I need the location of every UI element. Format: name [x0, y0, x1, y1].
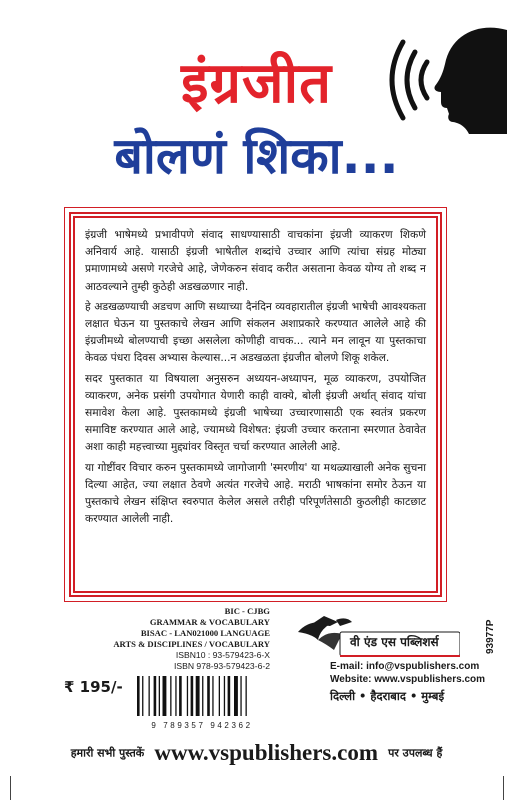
- description-paragraph: हे अडखळण्याची अडचण आणि सध्याच्या दैनंदिन व्यवहारातील इंग्रजी भाषेची आवश्यकता लक्षात घेऊन या पुस्तकाचे लेखन आणि संकलन अशाप्रकारे करण्यात आलेले आहे की इंग्रजीमध्ये बोलण्याची इच्छा असलेला कोणीही वाचक... त्याने मन लावून या पुस्तकाचा केवळ पंधरा दिवस अभ्यास केल्यास...न अडखळता इंग्रजीत बोलणे शिकू शकेल.: [85, 299, 426, 365]
- crop-mark: [10, 776, 11, 800]
- publisher-email: E-mail: info@vspublishers.com: [330, 661, 480, 672]
- barcode-number: 9 789357 942362: [151, 721, 253, 730]
- publisher-cities: दिल्ली • हैदराबाद • मुम्बई: [330, 689, 445, 703]
- publisher-website: Website: www.vspublishers.com: [330, 674, 486, 685]
- footer-suffix: पर उपलब्ध हैं: [388, 746, 443, 760]
- bisac-description: ARTS & DISCIPLINES / VOCABULARY: [113, 639, 270, 649]
- isbn13: ISBN 978-93-579423-6-2: [173, 661, 270, 671]
- product-code: 93977P: [485, 619, 496, 654]
- bic-code: BIC - CJBG: [224, 606, 270, 616]
- speaking-head-icon: [387, 22, 507, 142]
- barcode: [135, 676, 269, 730]
- description-box: [64, 207, 447, 602]
- cover-title-line2: बोलणं शिका...: [114, 127, 399, 185]
- subject-codes: [110, 606, 270, 672]
- publisher-name: वी एंड एस पब्लिशर्स: [350, 635, 439, 649]
- description-text: [69, 212, 442, 597]
- description-paragraph: सदर पुस्तकात या विषयाला अनुसरुन अध्ययन-अध्यापन, मूळ व्याकरण, उपयोजित व्याकरण, अनेक प्रसंगी उपयोगात येणारी काही वाक्ये, बोली इंग्रजी अर्थात् संवाद यांचा समावेश केला आहे. पुस्तकामध्ये इंग्रजी भाषेच्या उच्चारणासाठी एक स्वतंत्र प्रकरण समाविष्ट करण्यात आले आहे, ज्यामध्ये विशेषत: इंग्रजी उच्चार करताना स्मरणात ठेवावेत अशा काही महत्त्वाच्या मुद्द्यांवर विस्तृत चर्चा करण्यात आलेली आहे.: [85, 371, 426, 454]
- availability-footer: [0, 740, 513, 766]
- publisher-contact: [330, 660, 510, 704]
- description-paragraph: इंग्रजी भाषेमध्ये प्रभावीपणे संवाद साधण्यासाठी वाचकांना इंग्रजी व्याकरण शिकणे अनिवार्य आहे. यासाठी इंग्रजी भाषेतील शब्दांचे उच्चार आणि त्यांचा संग्रह मोठ्या प्रमाणामध्ये असणे गरजेचे आहे, जेणेकरुन संवाद करीत असताना केवळ योग्य तो शब्द न आठवल्याने तुम्ही कुठेही अडखळणार नाही.: [85, 228, 426, 293]
- bic-description: GRAMMAR & VOCABULARY: [149, 617, 270, 627]
- bisac-code: BISAC - LAN021000 LANGUAGE: [140, 628, 270, 638]
- price: ₹ 195/-: [64, 678, 123, 696]
- footer-prefix: हमारी सभी पुस्तकें: [70, 746, 145, 760]
- description-paragraph: या गोष्टींवर विचार करुन पुस्तकामध्ये जागोजागी 'स्मरणीय' या मथळ्याखाली अनेक सुचना दिल्या आहेत, ज्या लक्षात ठेवणे अत्यंत गरजेचे आहे. मराठी भाषकांना समोर ठेऊन या पुस्तकाचे लेखन संक्षिप्त स्वरुपात केलेल असले तरीही परिपूर्णतेसाठी कुठलीही काटछाट करण्यात आलेली नाही.: [85, 460, 426, 526]
- barcode-bars: [135, 676, 269, 716]
- isbn10: ISBN10 : 93-579423-6-X: [175, 650, 270, 660]
- crop-mark: [503, 776, 504, 800]
- footer-website: www.vspublishers.com: [154, 740, 378, 765]
- cover-title-line1: इंग्रजीत: [180, 51, 333, 116]
